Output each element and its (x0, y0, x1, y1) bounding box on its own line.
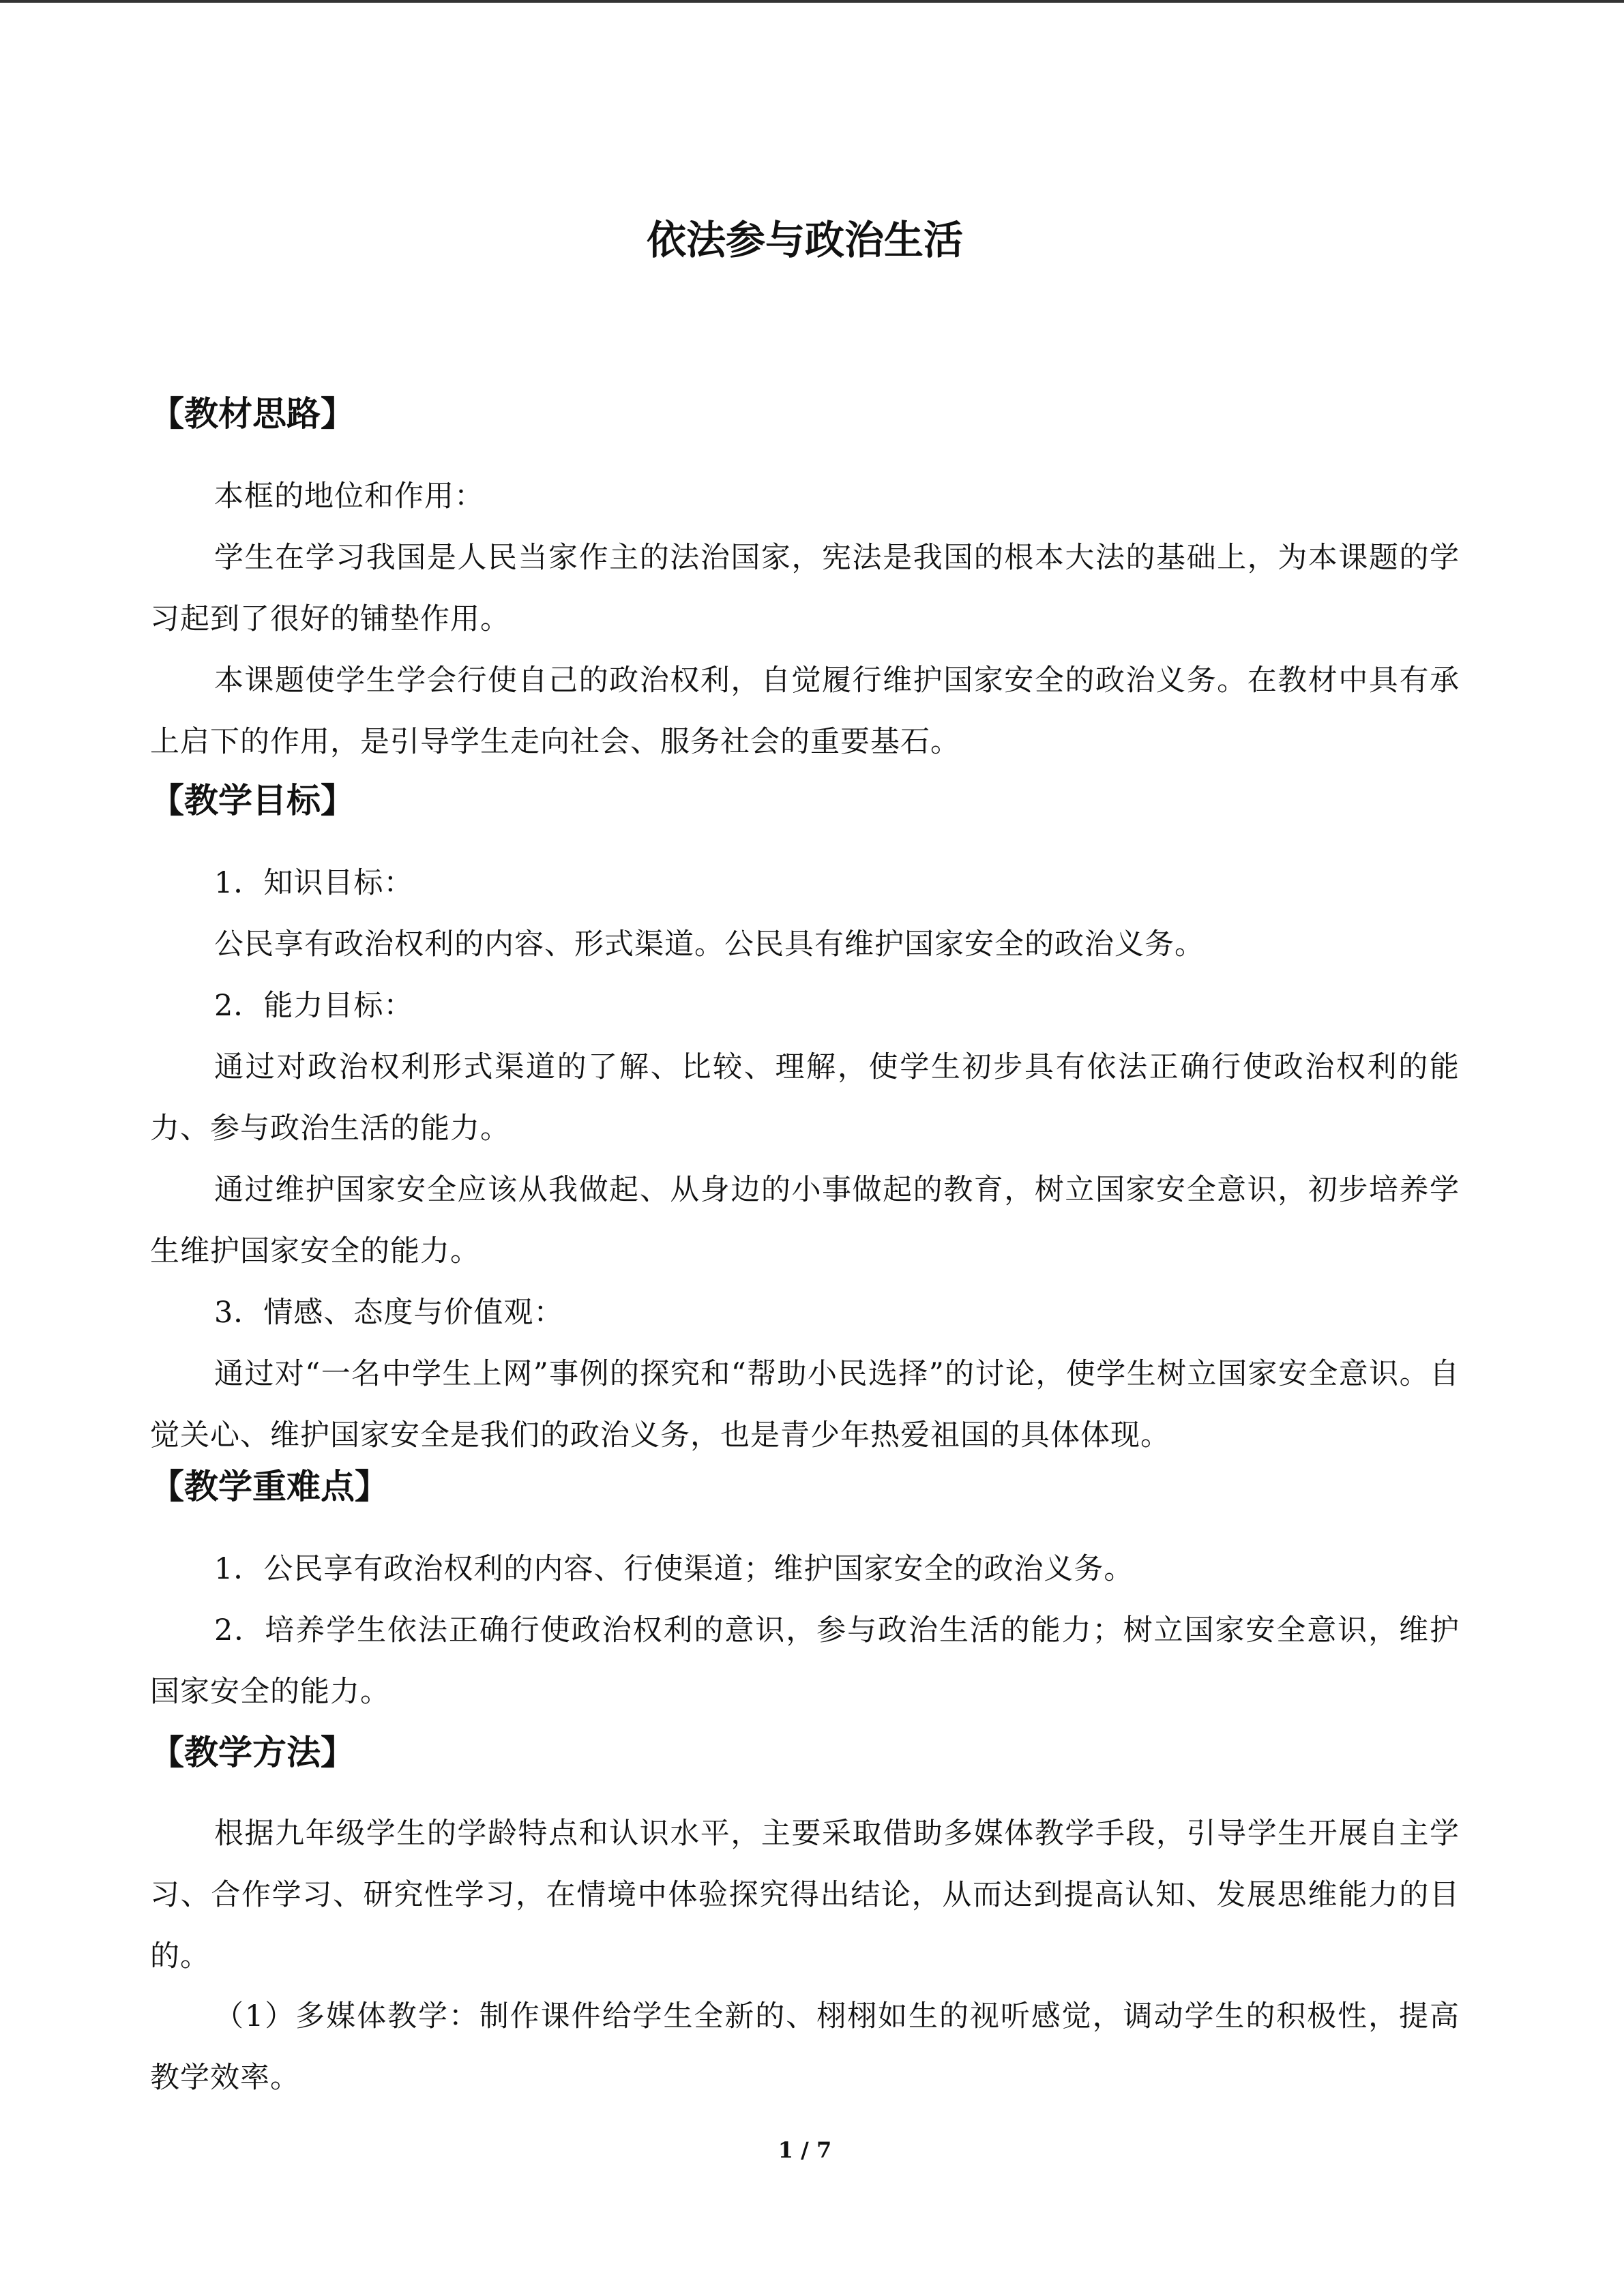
paragraph: 本框的地位和作用： (214, 479, 484, 513)
paragraph: 学生在学习我国是人民当家作主的法治国家，宪法是我国的根本大法的基础上，为本课题的学习起到了很好的铺垫作用。 (150, 541, 1460, 636)
paragraph: 通过维护国家安全应该从我做起、从身边的小事做起的教育，树立国家安全意识，初步培养学生维护国家安全的能力。 (150, 1173, 1460, 1268)
paragraph: 1．知识目标： (214, 866, 414, 900)
paragraph: 公民享有政治权利的内容、形式渠道。公民具有维护国家安全的政治义务。 (214, 927, 1205, 961)
paragraph: 本课题使学生学会行使自己的政治权利，自觉履行维护国家安全的政治义务。在教材中具有承上启下的作用，是引导学生走向社会、服务社会的重要基石。 (150, 664, 1460, 759)
section-heading-teaching-methods: 【教学方法】 (150, 1733, 355, 1772)
section-heading-teaching-goals: 【教学目标】 (150, 781, 355, 820)
paragraph: 3．情感、态度与价值观： (214, 1296, 564, 1330)
section-heading-key-difficulties: 【教学重难点】 (150, 1467, 389, 1506)
paragraph: 2．能力目标： (214, 989, 414, 1023)
paragraph: 通过对政治权利形式渠道的了解、比较、理解，使学生初步具有依法正确行使政治权利的能力、参与政治生活的能力。 (150, 1050, 1460, 1146)
paragraph: 通过对“一名中学生上网”事例的探究和“帮助小民选择”的讨论，使学生树立国家安全意识。自觉关心、维护国家安全是我们的政治义务，也是青少年热爱祖国的具体体现。 (150, 1357, 1460, 1452)
page-number: 1 / 7 (778, 2137, 832, 2163)
paragraph: 1．公民享有政治权利的内容、行使渠道；维护国家安全的政治义务。 (214, 1552, 1134, 1586)
section-heading-textbook-approach: 【教材思路】 (150, 394, 355, 434)
paragraph: 根据九年级学生的学龄特点和认识水平，主要采取借助多媒体教学手段，引导学生开展自主学习、合作学习、研究性学习，在情境中体验探究得出结论，从而达到提高认知、发展思维能力的目的。 (150, 1817, 1460, 1973)
paragraph: 2．培养学生依法正确行使政治权利的意识，参与政治生活的能力；树立国家安全意识，维护国家安全的能力。 (150, 1613, 1460, 1709)
document-page (150, 0, 1460, 2296)
paragraph: （1）多媒体教学：制作课件给学生全新的、栩栩如生的视听感觉，调动学生的积极性，提高教学效率。 (150, 1999, 1460, 2095)
document-title: 依法参与政治生活 (646, 217, 963, 263)
